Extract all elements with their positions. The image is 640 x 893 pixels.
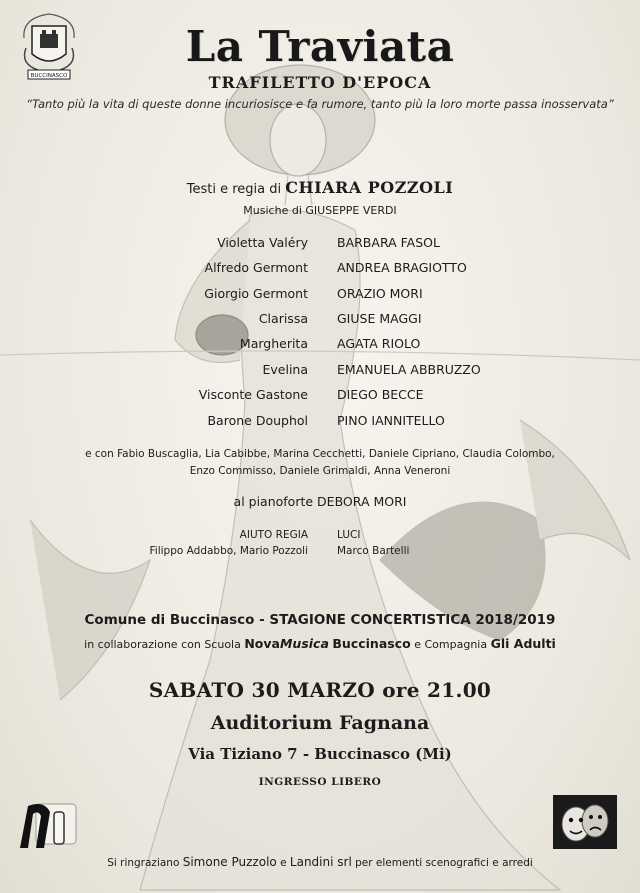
cast-role: Alfredo Germont bbox=[204, 260, 308, 275]
collab-prefix: in collaborazione con Scuola bbox=[84, 638, 241, 651]
collaboration-line bbox=[0, 636, 640, 651]
event-date: SABATO 30 MARZO ore 21.00 bbox=[148, 678, 492, 702]
cast-actor: DIEGO BECCE bbox=[337, 387, 424, 402]
cast-role: Evelina bbox=[262, 362, 308, 377]
ensemble-line-1: e con Fabio Buscaglia, Lia Cabibbe, Marina Cecchetti, Daniele Cipriano, Claudia Colombo, bbox=[85, 448, 555, 460]
school-name-city: Buccinasco bbox=[332, 636, 411, 651]
sketch-drape bbox=[30, 520, 150, 700]
aiuto-regia-block bbox=[140, 527, 308, 559]
aiuto-regia-names: Filippo Addabbo, Mario Pozzoli bbox=[149, 545, 308, 557]
composer-name: GIUSEPPE VERDI bbox=[305, 204, 397, 217]
collab-mid: e Compagnia bbox=[414, 638, 488, 651]
aiuto-regia-label: AIUTO REGIA bbox=[239, 529, 308, 541]
pianist-name: DEBORA MORI bbox=[317, 494, 407, 509]
author-prefix: Testi e regia di bbox=[186, 182, 282, 197]
company-name: Gli Adulti bbox=[490, 636, 556, 651]
cast-actor: EMANUELA ABBRUZZO bbox=[337, 362, 481, 377]
cast-role: Barone Douphol bbox=[207, 413, 308, 428]
organizer-line: Comune di Buccinasco - STAGIONE CONCERTISTICA 2018/2019 bbox=[84, 612, 556, 628]
author-credit bbox=[0, 178, 640, 197]
thanks-line bbox=[0, 855, 640, 869]
piano-credit bbox=[0, 494, 640, 509]
sketch-face bbox=[270, 104, 326, 176]
cast-actor: BARBARA FASOL bbox=[337, 235, 440, 250]
event-address: Via Tiziano 7 - Buccinasco (Mi) bbox=[188, 745, 452, 763]
intro-quote: “Tanto più la vita di queste donne incuriosisce e fa rumore, tanto più la loro morte passa inosservata” bbox=[26, 97, 614, 111]
cast-actor: GIUSE MAGGI bbox=[337, 311, 422, 326]
music-credit bbox=[0, 204, 640, 217]
luci-names: Marco Bartelli bbox=[337, 545, 410, 557]
cast-actor: ORAZIO MORI bbox=[337, 286, 423, 301]
cast-role: Clarissa bbox=[258, 311, 308, 326]
cast-role: Margherita bbox=[239, 336, 308, 351]
cast-actor: ANDREA BRAGIOTTO bbox=[337, 260, 467, 275]
theatre-masks-logo bbox=[552, 794, 618, 850]
thanks-name-2: Landini srl bbox=[289, 855, 352, 869]
cast-actor: PINO IANNITELLO bbox=[337, 413, 445, 428]
thanks-prefix: Si ringraziano bbox=[107, 857, 180, 869]
luci-label: LUCI bbox=[337, 529, 361, 541]
entry-info: INGRESSO LIBERO bbox=[258, 776, 382, 788]
piano-prefix: al pianoforte bbox=[233, 494, 314, 509]
ensemble-line-2: Enzo Commisso, Daniele Grimaldi, Anna Veneroni bbox=[189, 465, 451, 477]
show-subtitle: TRAFILETTO D'EPOCA bbox=[208, 73, 432, 92]
nova-musica-logo bbox=[14, 796, 80, 852]
thanks-join: e bbox=[280, 857, 287, 869]
cast-role: Visconte Gastone bbox=[198, 387, 308, 402]
show-title: La Traviata bbox=[185, 22, 455, 71]
cast-role: Giorgio Germont bbox=[204, 286, 308, 301]
cast-role: Violetta Valéry bbox=[217, 235, 308, 250]
author-name: CHIARA POZZOLI bbox=[285, 178, 454, 197]
luci-block bbox=[337, 527, 537, 559]
event-venue: Auditorium Fagnana bbox=[210, 712, 430, 734]
svg-text:BUCCINASCO: BUCCINASCO bbox=[30, 73, 68, 79]
music-prefix: Musiche di bbox=[243, 204, 302, 217]
school-name-nova: Nova bbox=[244, 636, 280, 651]
cast-actor: AGATA RIOLO bbox=[337, 336, 421, 351]
school-name-musica: Musica bbox=[279, 636, 329, 651]
thanks-suffix: per elementi scenografici e arredi bbox=[355, 857, 533, 869]
thanks-name-1: Simone Puzzolo bbox=[182, 855, 277, 869]
